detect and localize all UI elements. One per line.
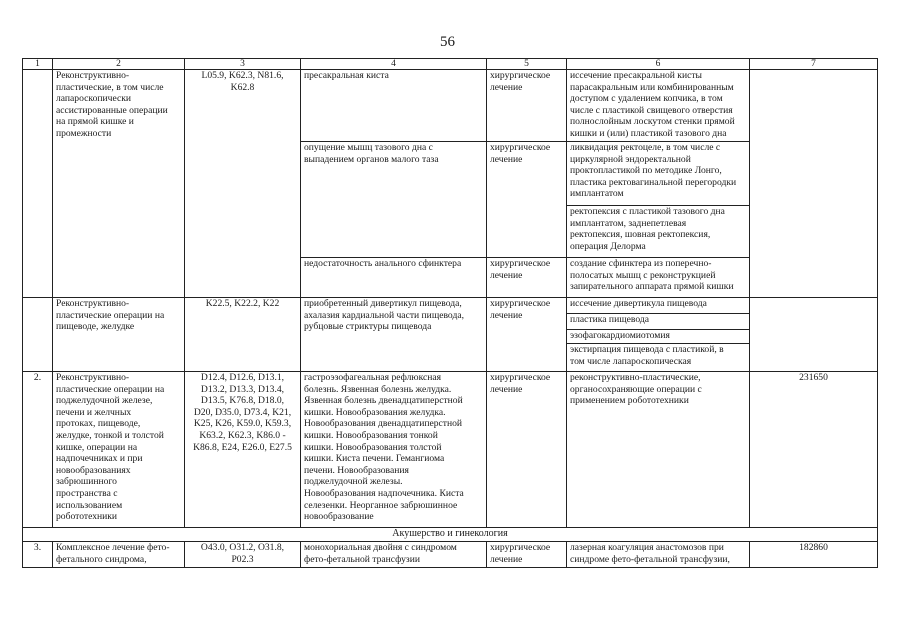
column-number-4: 4 (301, 59, 487, 70)
icd-codes: D12.4, D12.6, D13.1, D13.2, D13.3, D13.4, D13.5, K76.8, D18.0, D20, D35.0, D73.4, K21, K25, K26, K59.0, K59.3, K63.2, K62.3, K86.0 - K86.8, E24, E26.0, E27.5 (185, 372, 301, 528)
column-number-5: 5 (487, 59, 567, 70)
icd-codes: K22.5, K22.2, K22 (185, 298, 301, 372)
treatment-method: создание сфинктера из поперечно- полосатых мышц с реконструкцией запирательного аппарата прямой кишки (567, 258, 750, 298)
treatment-type: хирургическое лечение (487, 70, 567, 142)
cost-cell (750, 298, 878, 372)
column-number-6: 6 (567, 59, 750, 70)
treatment-type: хирургическое лечение (487, 372, 567, 528)
treatment-type: хирургическое лечение (487, 258, 567, 298)
header-row (23, 59, 878, 70)
table-row (23, 298, 878, 314)
treatment-method: ректопексия с пластикой тазового дна имплантатом, заднепетлевая ректопексия, шовная ректопексия, операция Делорма (567, 206, 750, 258)
table-row (23, 70, 878, 142)
column-number-2: 2 (53, 59, 185, 70)
treatment-type: хирургическое лечение (487, 298, 567, 372)
procedure-group-name: Реконструктивно- пластические операции на поджелудочной железе, печени и желчных протоках, пищеводе, желудке, тонкой и толстой кишке, операции на надпочечниках и при новообразованиях забрюшинного пространства с использованием робототехники (53, 372, 185, 528)
diagnosis: опущение мышц тазового дна с выпадением органов малого таза (301, 142, 487, 258)
row-number-cell (23, 298, 53, 372)
procedure-group-name: Реконструктивно- пластические, в том числе лапароскопически ассистированные операции на прямой кишке и промежности (53, 70, 185, 298)
row-number-cell (23, 70, 53, 298)
column-number-7: 7 (750, 59, 878, 70)
treatment-method: лазерная коагуляция анастомозов при синдроме фето-фетальной трансфузии, (567, 542, 750, 568)
treatment-method: ликвидация ректоцеле, в том числе с циркулярной эндоректальной проктопластикой по методике Лонго, пластика ректовагинальной перегородки имплантатом (567, 142, 750, 206)
section-row (23, 528, 878, 542)
icd-codes: L05.9, K62.3, N81.6, K62.8 (185, 70, 301, 298)
procedure-group-name: Реконструктивно- пластические операции на пищеводе, желудке (53, 298, 185, 372)
treatment-method: иссечение пресакральной кисты парасакральным или комбинированным доступом с удалением копчика, в том числе с пластикой свищевого отверстия полнослойным лоскутом стенки прямой кишки и (или) пластикой тазового дна (567, 70, 750, 142)
diagnosis: приобретенный дивертикул пищевода, ахалазия кардиальной части пищевода, рубцовые стриктуры пищевода (301, 298, 487, 372)
section-title: Акушерство и гинекология (23, 528, 878, 542)
treatment-method: эзофагокардиомиотомия (567, 330, 750, 344)
cost-value: 231650 (750, 372, 878, 528)
treatment-type: хирургическое лечение (487, 142, 567, 258)
diagnosis: недостаточность анального сфинктера (301, 258, 487, 298)
diagnosis: пресакральная киста (301, 70, 487, 142)
icd-codes: O43.0, O31.2, O31.8, P02.3 (185, 542, 301, 568)
row-number: 2. (23, 372, 53, 528)
treatment-method: иссечение дивертикула пищевода (567, 298, 750, 314)
page-number: 56 (440, 34, 455, 50)
column-number-1: 1 (23, 59, 53, 70)
procedure-group-name: Комплексное лечение фето- фетального синдрома, (53, 542, 185, 568)
treatment-method: пластика пищевода (567, 314, 750, 330)
cost-cell (750, 70, 878, 298)
procedures-table (22, 58, 878, 568)
diagnosis: гастроэзофагеальная рефлюксная болезнь. Язвенная болезнь желудка. Язвенная болезнь двенадцатиперстной кишки. Новообразования желудка. Новообразования двенадцатиперстной кишки. Новообразования тонкой кишки. Новообразования толстой кишки. Киста печени. Гемангиома печени. Новообразования поджелудочной железы. Новообразования надпочечника. Киста селезенки. Неорганное забрюшинное новообразование (301, 372, 487, 528)
table-row (23, 372, 878, 528)
table-row (23, 542, 878, 568)
row-number: 3. (23, 542, 53, 568)
treatment-method: экстирпация пищевода с пластикой, в том числе лапароскопическая (567, 344, 750, 372)
column-number-3: 3 (185, 59, 301, 70)
treatment-method: реконструктивно-пластические, органосохраняющие операции с применением робототехники (567, 372, 750, 528)
cost-value: 182860 (750, 542, 878, 568)
treatment-type: хирургическое лечение (487, 542, 567, 568)
diagnosis: монохориальная двойня с синдромом фето-фетальной трансфузии (301, 542, 487, 568)
